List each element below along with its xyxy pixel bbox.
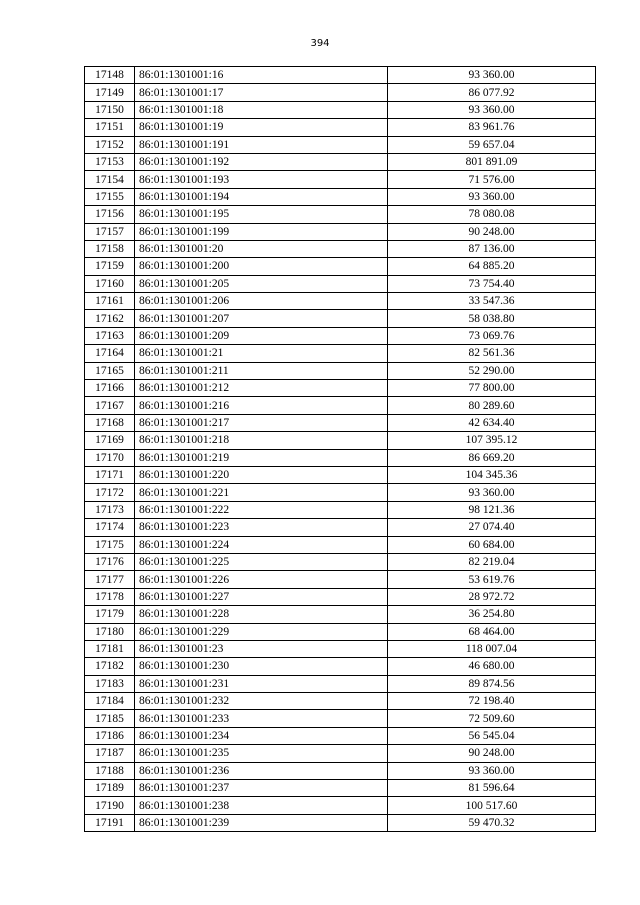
- cadastral-value: 80 289.60: [388, 397, 596, 414]
- cadastral-value: 46 680.00: [388, 658, 596, 675]
- cadastral-value: 82 561.36: [388, 345, 596, 362]
- cadastral-number: 86:01:1301001:219: [135, 449, 388, 466]
- cadastral-number: 86:01:1301001:20: [135, 240, 388, 257]
- cadastral-number: 86:01:1301001:211: [135, 362, 388, 379]
- row-number: 17163: [85, 327, 135, 344]
- cadastral-number: 86:01:1301001:231: [135, 675, 388, 692]
- cadastral-number: 86:01:1301001:192: [135, 153, 388, 170]
- row-number: 17164: [85, 345, 135, 362]
- table-row: [85, 171, 596, 188]
- cadastral-value: 801 891.09: [388, 153, 596, 170]
- table-body: [85, 67, 596, 832]
- row-number: 17189: [85, 780, 135, 797]
- cadastral-number: 86:01:1301001:21: [135, 345, 388, 362]
- cadastral-number: 86:01:1301001:195: [135, 206, 388, 223]
- row-number: 17166: [85, 380, 135, 397]
- cadastral-value: 56 545.04: [388, 727, 596, 744]
- cadastral-value: 93 360.00: [388, 101, 596, 118]
- table-row: [85, 814, 596, 831]
- table-row: [85, 206, 596, 223]
- cadastral-number: 86:01:1301001:234: [135, 727, 388, 744]
- cadastral-number: 86:01:1301001:225: [135, 553, 388, 570]
- cadastral-number: 86:01:1301001:238: [135, 797, 388, 814]
- row-number: 17172: [85, 484, 135, 501]
- row-number: 17181: [85, 640, 135, 657]
- cadastral-value: 52 290.00: [388, 362, 596, 379]
- row-number: 17170: [85, 449, 135, 466]
- table-row: [85, 258, 596, 275]
- cadastral-value: 59 470.32: [388, 814, 596, 831]
- table-row: [85, 780, 596, 797]
- cadastral-number: 86:01:1301001:232: [135, 693, 388, 710]
- cadastral-value: 73 754.40: [388, 275, 596, 292]
- table-row: [85, 606, 596, 623]
- cadastral-value: 77 800.00: [388, 380, 596, 397]
- table-row: [85, 693, 596, 710]
- cadastral-value: 90 248.00: [388, 223, 596, 240]
- row-number: 17187: [85, 745, 135, 762]
- row-number: 17159: [85, 258, 135, 275]
- row-number: 17174: [85, 519, 135, 536]
- row-number: 17190: [85, 797, 135, 814]
- cadastral-value: 86 669.20: [388, 449, 596, 466]
- row-number: 17157: [85, 223, 135, 240]
- row-number: 17191: [85, 814, 135, 831]
- table-row: [85, 519, 596, 536]
- row-number: 17175: [85, 536, 135, 553]
- row-number: 17158: [85, 240, 135, 257]
- table-row: [85, 536, 596, 553]
- table-row: [85, 658, 596, 675]
- table-row: [85, 223, 596, 240]
- cadastral-number: 86:01:1301001:218: [135, 432, 388, 449]
- table-row: [85, 397, 596, 414]
- cadastral-value: 93 360.00: [388, 67, 596, 84]
- table-row: [85, 432, 596, 449]
- row-number: 17176: [85, 553, 135, 570]
- table-row: [85, 553, 596, 570]
- cadastral-number: 86:01:1301001:229: [135, 623, 388, 640]
- row-number: 17148: [85, 67, 135, 84]
- table-row: [85, 727, 596, 744]
- cadastral-value: 71 576.00: [388, 171, 596, 188]
- cadastral-number: 86:01:1301001:212: [135, 380, 388, 397]
- cadastral-value: 86 077.92: [388, 84, 596, 101]
- cadastral-value: 100 517.60: [388, 797, 596, 814]
- page-number: 394: [310, 38, 330, 49]
- cadastral-value: 118 007.04: [388, 640, 596, 657]
- cadastral-value: 58 038.80: [388, 310, 596, 327]
- cadastral-number: 86:01:1301001:233: [135, 710, 388, 727]
- table-row: [85, 762, 596, 779]
- cadastral-value: 27 074.40: [388, 519, 596, 536]
- table-row: [85, 745, 596, 762]
- row-number: 17162: [85, 310, 135, 327]
- cadastral-value: 89 874.56: [388, 675, 596, 692]
- cadastral-number: 86:01:1301001:16: [135, 67, 388, 84]
- cadastral-number: 86:01:1301001:216: [135, 397, 388, 414]
- table-row: [85, 310, 596, 327]
- table-row: [85, 449, 596, 466]
- cadastral-number: 86:01:1301001:224: [135, 536, 388, 553]
- cadastral-value: 87 136.00: [388, 240, 596, 257]
- cadastral-value: 64 885.20: [388, 258, 596, 275]
- row-number: 17161: [85, 293, 135, 310]
- cadastral-value: 42 634.40: [388, 414, 596, 431]
- row-number: 17180: [85, 623, 135, 640]
- table-row: [85, 623, 596, 640]
- cadastral-number: 86:01:1301001:199: [135, 223, 388, 240]
- table-row: [85, 101, 596, 118]
- cadastral-number: 86:01:1301001:191: [135, 136, 388, 153]
- row-number: 17169: [85, 432, 135, 449]
- cadastral-value: 93 360.00: [388, 484, 596, 501]
- table-row: [85, 362, 596, 379]
- cadastral-value: 98 121.36: [388, 501, 596, 518]
- cadastral-value: 83 961.76: [388, 119, 596, 136]
- row-number: 17151: [85, 119, 135, 136]
- table-row: [85, 119, 596, 136]
- cadastral-value: 93 360.00: [388, 188, 596, 205]
- row-number: 17168: [85, 414, 135, 431]
- row-number: 17178: [85, 588, 135, 605]
- table-row: [85, 414, 596, 431]
- table-row: [85, 466, 596, 483]
- row-number: 17160: [85, 275, 135, 292]
- cadastral-number: 86:01:1301001:239: [135, 814, 388, 831]
- cadastral-number: 86:01:1301001:221: [135, 484, 388, 501]
- row-number: 17152: [85, 136, 135, 153]
- row-number: 17165: [85, 362, 135, 379]
- cadastral-number: 86:01:1301001:217: [135, 414, 388, 431]
- cadastral-value: 53 619.76: [388, 571, 596, 588]
- row-number: 17153: [85, 153, 135, 170]
- cadastral-value: 93 360.00: [388, 762, 596, 779]
- cadastral-value: 36 254.80: [388, 606, 596, 623]
- cadastral-number: 86:01:1301001:223: [135, 519, 388, 536]
- table-row: [85, 275, 596, 292]
- table-row: [85, 380, 596, 397]
- table-row: [85, 136, 596, 153]
- cadastral-value: 33 547.36: [388, 293, 596, 310]
- row-number: 17155: [85, 188, 135, 205]
- cadastral-number: 86:01:1301001:236: [135, 762, 388, 779]
- cadastral-number: 86:01:1301001:19: [135, 119, 388, 136]
- cadastral-number: 86:01:1301001:228: [135, 606, 388, 623]
- row-number: 17184: [85, 693, 135, 710]
- cadastral-value: 81 596.64: [388, 780, 596, 797]
- cadastral-number: 86:01:1301001:230: [135, 658, 388, 675]
- table-row: [85, 240, 596, 257]
- table-row: [85, 345, 596, 362]
- cadastral-number: 86:01:1301001:17: [135, 84, 388, 101]
- cadastral-number: 86:01:1301001:235: [135, 745, 388, 762]
- cadastral-number: 86:01:1301001:226: [135, 571, 388, 588]
- cadastral-number: 86:01:1301001:209: [135, 327, 388, 344]
- cadastral-value: 28 972.72: [388, 588, 596, 605]
- table-row: [85, 327, 596, 344]
- row-number: 17188: [85, 762, 135, 779]
- row-number: 17167: [85, 397, 135, 414]
- cadastral-value: 82 219.04: [388, 553, 596, 570]
- cadastral-number: 86:01:1301001:23: [135, 640, 388, 657]
- cadastral-value: 90 248.00: [388, 745, 596, 762]
- cadastral-value: 59 657.04: [388, 136, 596, 153]
- table-row: [85, 153, 596, 170]
- table-row: [85, 293, 596, 310]
- table-row: [85, 67, 596, 84]
- table-row: [85, 710, 596, 727]
- row-number: 17156: [85, 206, 135, 223]
- table-row: [85, 188, 596, 205]
- cadastral-number: 86:01:1301001:207: [135, 310, 388, 327]
- cadastral-number: 86:01:1301001:18: [135, 101, 388, 118]
- table-row: [85, 640, 596, 657]
- cadastral-value: 78 080.08: [388, 206, 596, 223]
- table-row: [85, 501, 596, 518]
- row-number: 17171: [85, 466, 135, 483]
- table-row: [85, 797, 596, 814]
- row-number: 17149: [85, 84, 135, 101]
- cadastral-number: 86:01:1301001:206: [135, 293, 388, 310]
- cadastral-number: 86:01:1301001:200: [135, 258, 388, 275]
- cadastral-value: 104 345.36: [388, 466, 596, 483]
- row-number: 17154: [85, 171, 135, 188]
- cadastral-value: 72 198.40: [388, 693, 596, 710]
- cadastral-number: 86:01:1301001:220: [135, 466, 388, 483]
- cadastral-number: 86:01:1301001:227: [135, 588, 388, 605]
- table-row: [85, 84, 596, 101]
- row-number: 17186: [85, 727, 135, 744]
- table-row: [85, 484, 596, 501]
- row-number: 17183: [85, 675, 135, 692]
- cadastral-number: 86:01:1301001:194: [135, 188, 388, 205]
- cadastral-value: 73 069.76: [388, 327, 596, 344]
- row-number: 17177: [85, 571, 135, 588]
- row-number: 17173: [85, 501, 135, 518]
- cadastral-value: 68 464.00: [388, 623, 596, 640]
- cadastral-number: 86:01:1301001:193: [135, 171, 388, 188]
- cadastral-value-table: [84, 66, 596, 832]
- row-number: 17150: [85, 101, 135, 118]
- cadastral-number: 86:01:1301001:222: [135, 501, 388, 518]
- cadastral-value: 72 509.60: [388, 710, 596, 727]
- row-number: 17179: [85, 606, 135, 623]
- cadastral-value: 107 395.12: [388, 432, 596, 449]
- row-number: 17185: [85, 710, 135, 727]
- cadastral-number: 86:01:1301001:237: [135, 780, 388, 797]
- table-row: [85, 588, 596, 605]
- cadastral-number: 86:01:1301001:205: [135, 275, 388, 292]
- cadastral-value: 60 684.00: [388, 536, 596, 553]
- table-row: [85, 571, 596, 588]
- table-row: [85, 675, 596, 692]
- row-number: 17182: [85, 658, 135, 675]
